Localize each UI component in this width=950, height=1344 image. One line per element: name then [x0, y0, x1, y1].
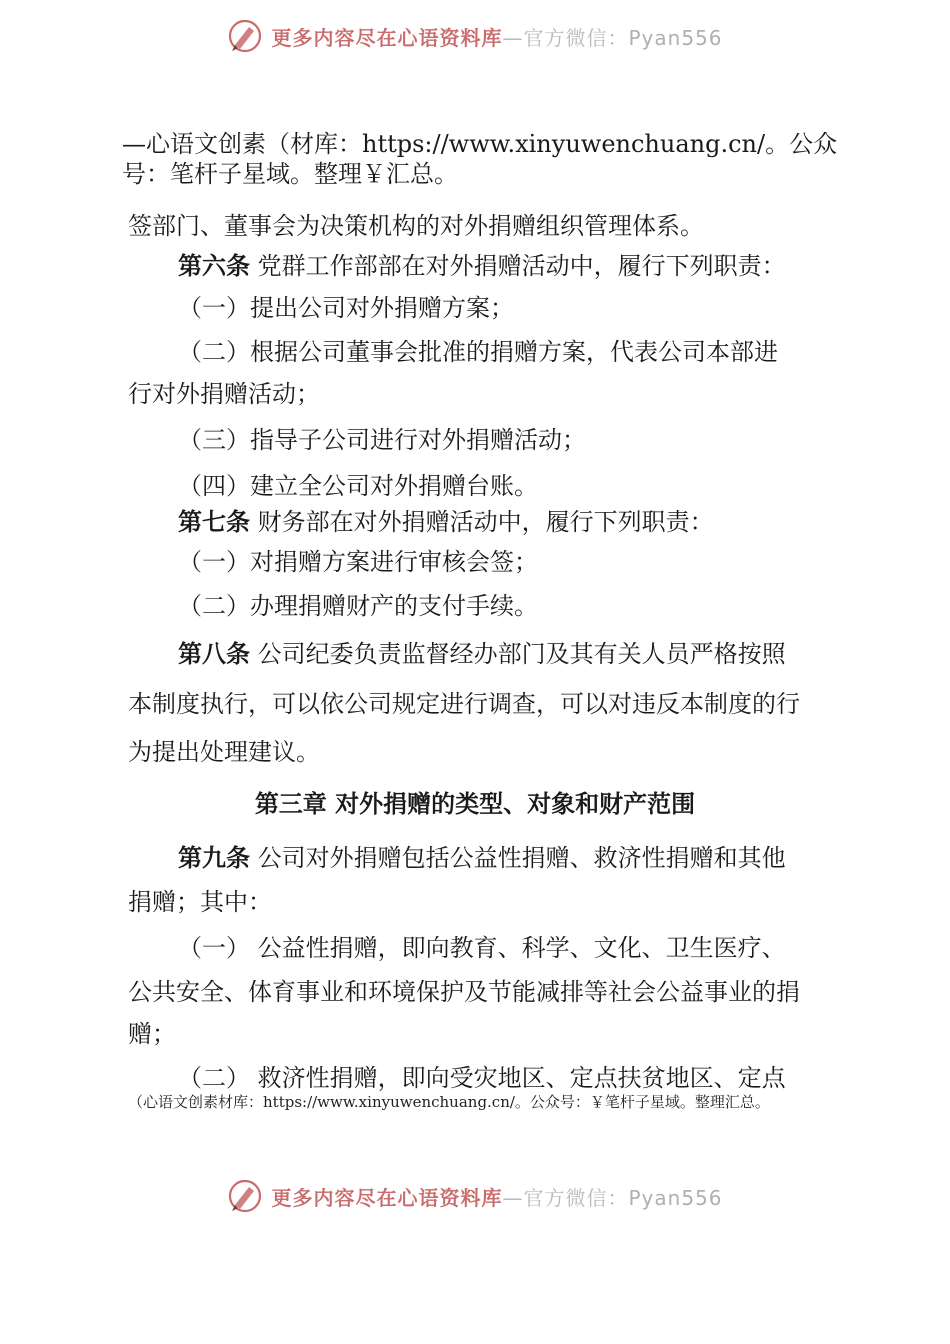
article-9-item-1a: （一） 公益性捐赠，即向教育、科学、文化、卫生医疗、 — [178, 934, 786, 962]
article-6-text: 党群工作部部在对外捐赠活动中，履行下列职责： — [250, 252, 786, 280]
article-9 — [178, 842, 888, 874]
article-9-item-1b: 公共安全、体育事业和环境保护及节能减排等社会公益事业的捐 — [128, 978, 800, 1006]
pen-logo-icon — [227, 18, 263, 54]
article-6-item-4: （四）建立全公司对外捐赠台账。 — [178, 472, 538, 500]
article-8-heading: 第八条 — [178, 640, 250, 668]
article-9-text-b: 捐赠；其中： — [128, 888, 272, 916]
article-6-item-2a: （二）根据公司董事会批准的捐赠方案，代表公司本部进 — [178, 338, 778, 366]
article-9-item-2a: （二） 救济性捐赠，即向受灾地区、定点扶贫地区、定点 — [178, 1064, 786, 1092]
banner-official-text: —官方微信： — [502, 25, 629, 50]
article-8-text-c: 为提出处理建议。 — [128, 738, 320, 766]
article-8-text-a: 公司纪委负责监督经办部门及其有关人员严格按照 — [250, 640, 786, 668]
article-6-item-2b: 行对外捐赠活动； — [128, 380, 320, 408]
chapter-3-title: 第三章 对外捐赠的类型、对象和财产范围 — [254, 790, 696, 818]
article-7-heading: 第七条 — [178, 508, 250, 536]
article-7-item-1: （一）对捐赠方案进行审核会签； — [178, 548, 538, 576]
article-7 — [178, 506, 888, 538]
banner-wechat-id: Pyan556 — [628, 25, 723, 50]
article-6 — [178, 250, 888, 282]
article-9-text-a: 公司对外捐赠包括公益性捐赠、救济性捐赠和其他 — [250, 844, 786, 872]
banner-text — [271, 1182, 722, 1211]
intro-line-2: 号：笔杆子星域。整理￥汇总。 — [122, 160, 458, 188]
paragraph-org-system: 签部门、董事会为决策机构的对外捐赠组织管理体系。 — [128, 212, 704, 240]
article-8 — [178, 638, 888, 670]
article-6-heading: 第六条 — [178, 252, 250, 280]
banner-wechat-id: Pyan556 — [628, 1185, 723, 1210]
pen-logo-icon — [227, 1178, 263, 1214]
header-banner — [0, 14, 950, 58]
article-9-item-1c: 赠； — [128, 1020, 176, 1048]
banner-text — [271, 22, 722, 51]
banner-main-text: 更多内容尽在心语资料库 — [271, 25, 503, 50]
banner-official-text: —官方微信： — [502, 1185, 629, 1210]
article-7-item-2: （二）办理捐赠财产的支付手续。 — [178, 592, 538, 620]
article-6-item-3: （三）指导子公司进行对外捐赠活动； — [178, 426, 586, 454]
article-8-text-b: 本制度执行，可以依公司规定进行调查，可以对违反本制度的行 — [128, 690, 800, 718]
banner-main-text: 更多内容尽在心语资料库 — [271, 1185, 503, 1210]
intro-line-1: —心语文创素（材库：https://www.xinyuwenchuang.cn/。公众 — [122, 130, 838, 158]
footer-banner — [0, 1174, 950, 1218]
footnote: （心语文创素材库：https://www.xinyuwenchuang.cn/。公众号：￥笔杆子星域。整理汇总。 — [128, 1093, 770, 1111]
article-6-item-1: （一）提出公司对外捐赠方案； — [178, 294, 514, 322]
article-9-heading: 第九条 — [178, 844, 250, 872]
article-7-text: 财务部在对外捐赠活动中，履行下列职责： — [250, 508, 714, 536]
